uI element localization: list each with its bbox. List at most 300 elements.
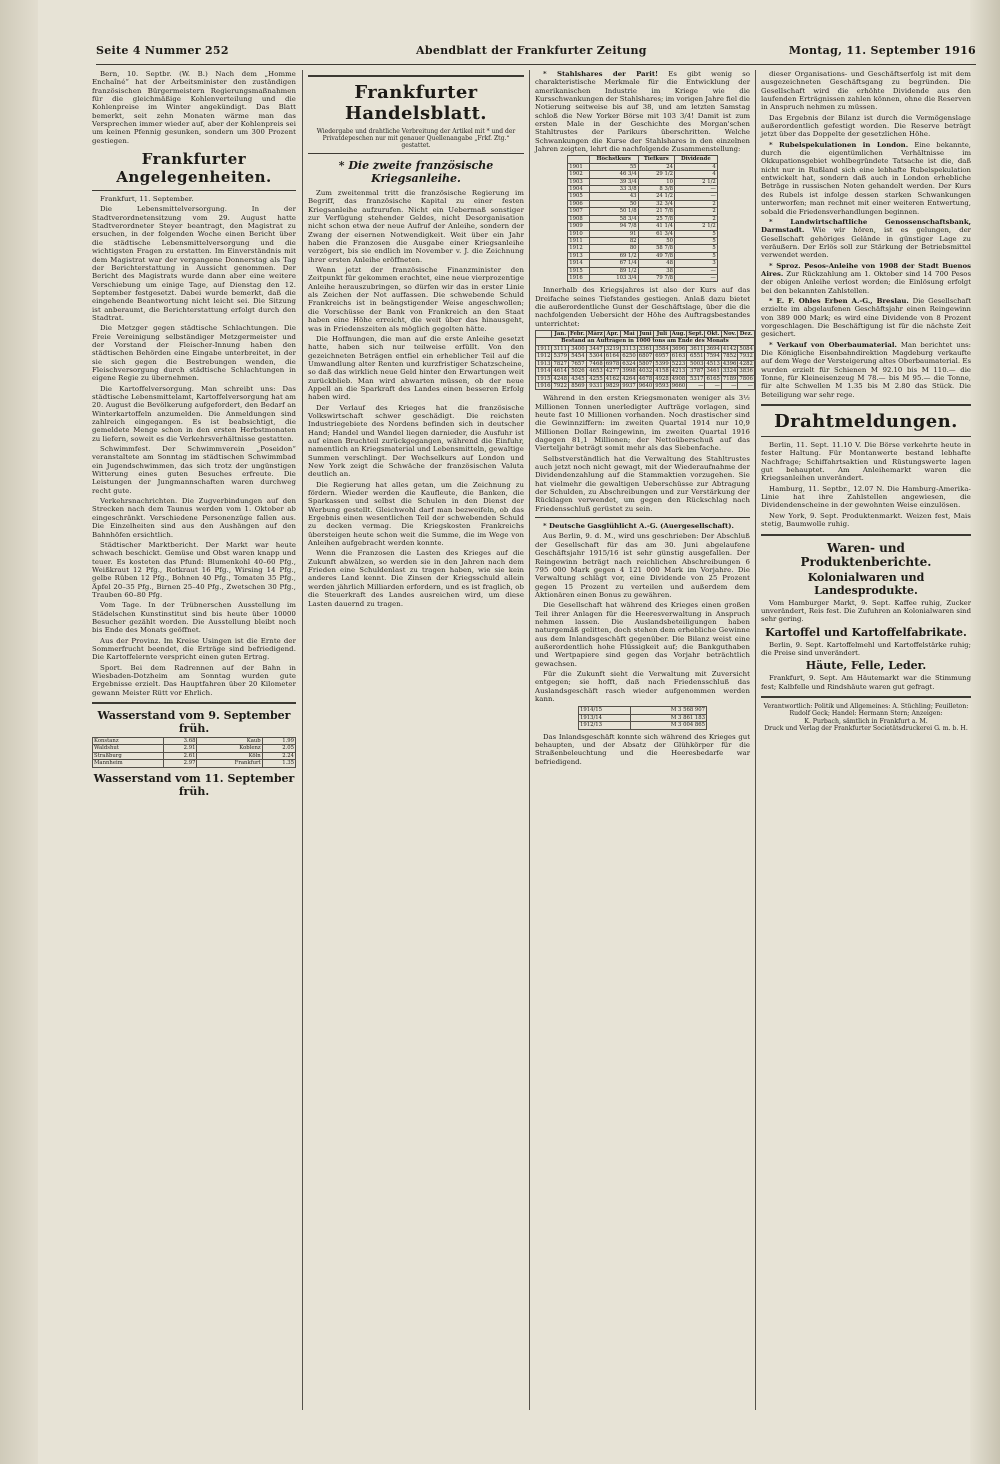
table-cell: 55 [589,163,638,170]
table-cell: 1914 [568,260,590,267]
steel-intro: Es gibt wenig so charakteristische Merkmale für die Entwicklung der amerikanischen Industrie im Kriege wie die Kursschwankungen der Stahlshares; im vorigen Jahre fiel die Notierung seitweise bis auf 38, und am letzten Samstag schloß die New Yorker Börse mit 103 3/4! Damit ist zum ersten Male in der Geschichte des Morgan'schen Stahltrustes der Parikurs überschritten. Welche Schwankungen die Kurse der Stahlshares in den einzelnen Jahren zeigten, lehrt die nachfolgende Zusammenstellung: [535,70,750,154]
telegram-paragraph: New York, 9. Sept. Produktenmarkt. Weizen fest, Mais stetig, Baumwolle ruhig. [761,511,971,529]
table-cell: — [721,382,737,389]
table-cell: 6324 [622,360,636,367]
table-cell: 3111 [553,345,567,352]
telegram-paragraphs [761,441,971,528]
table-cell: 4653 [586,368,604,375]
table-cell: 5003 [687,360,705,367]
column-finance [535,70,753,768]
table-cell: 6165 [706,375,720,382]
table-cell: 1912/13 [579,722,631,729]
steel-price-row [568,267,718,274]
table-cell: 3836 [739,368,753,375]
table-cell: 38 [638,267,674,274]
divider [92,702,296,704]
divider [535,517,750,518]
table-cell: 1913 [568,252,590,259]
page-number: Seite 4 Nummer 252 [96,44,229,57]
article-paragraph: Wenn jetzt der französische Finanzminister den Zeitpunkt für gekommen erachtet, eine neue vierprozentige Anleihe herauszubringen, so dürfen wir das in erster Linie als Zeichen der Not auffassen. Die schwebende Schuld Frankreichs ist in beängstigender Weise angeschwollen; die Vorschüsse der Bank von Frankreich an den Staat haben eine Höhe erreicht, die weit über das hinausgeht, was in Friedenszeiten als möglich gegolten hätte. [308,266,524,333]
table-cell: 1915 [568,267,590,274]
table-cell: 5317 [687,375,705,382]
imprint-line: Druck und Verlag der Frankfurter Societätsdruckerei G. m. b. H. [764,725,968,733]
table-cell: 3694 [706,345,720,352]
table-cell: 1908 [568,215,590,222]
table-cell: 6957 [655,353,669,360]
table-cell: Köln [197,752,262,759]
table-cell: 80 [589,245,638,252]
table-cell: 3611 [687,345,705,352]
table-cell: — [705,382,721,389]
table-cell: 29 1/2 [638,171,674,178]
news-paragraph: Verkehrsnachrichten. Die Zugverbindungen auf den Strecken nach dem Taunus werden vom 1. Oktober ab eingeschränkt. Verschiedene Personenzüge fallen aus. Die Einzelheiten sind aus den Aushängen auf den Bahnhöfen ersichtlich. [92,497,296,539]
report-item-title: * Rubelspekulationen in London. [769,140,909,149]
table-cell: 1903 [568,178,590,185]
column-reports [761,70,971,733]
table-cell: Mannheim [93,760,164,767]
table-cell: 1916 [568,274,590,281]
table-cell: 9660 [671,382,686,389]
table-cell: 33 3/8 [589,186,638,193]
table-cell: 7827 [553,360,567,367]
table-cell: — [738,382,754,389]
table-cell: 8 3/8 [638,186,674,193]
table-cell: 9331 [586,382,604,389]
table-header-cell: Juli [654,331,670,338]
article-title: * Die zweite französische Kriegsanleihe. [338,159,494,185]
table-header-cell: März [587,331,603,338]
steel-price-row [568,215,718,222]
table-cell: 6163 [671,353,686,360]
imprint-line: K. Purbach, sämtlich in Frankfurt a. M. [804,717,928,725]
table-cell: 1.35 [262,760,295,767]
table-cell: 2.61 [164,752,197,759]
table-cell: 9829 [605,382,620,389]
table-cell: 5399 [655,360,669,367]
table-cell: 46 3/4 [589,171,638,178]
local-news-paragraphs [92,195,296,697]
finance-paragraph: Während in den ersten Kriegsmonaten weniger als 3½ Millionen Tonnen unerledigter Aufträge vorlagen, sind heute fast 10 Millionen vorhanden. Noch drastischer sind die Gewinnziffern: im zweiten Quartal 1914 nur 10,9 Millionen Dollar Reingewinn, im zweiten Quartal 1916 dagegen 81,1 Millionen; der Nettoüberschuß auf das Vierteljahr beträgt somit mehr als das Siebenfache. [535,394,750,453]
profits-row [579,707,707,714]
orders-row [536,353,755,360]
table-cell: 48 [638,260,674,267]
water-level-table [92,737,296,768]
table-cell: 1901 [568,163,590,170]
steel-price-row [568,230,718,237]
table-cell: 1911 [568,237,590,244]
table-cell: 1905 [568,193,590,200]
article-paragraph: Die Hoffnungen, die man auf die erste Anleihe gesetzt hatte, haben sich nur teilweise erfüllt. Von den gezeichneten Beträgen entfiel ein erheblicher Teil auf die Umwandlung alter Renten und kurzfristiger Schatzscheine, so daß das wirklich neue Geld hinter den Erwartungen weit zurückblieb. Man wird abwarten müssen, ob der neue Appell an die Sparkraft des Landes einen besseren Erfolg haben wird. [308,334,524,402]
table-cell: 5 [675,245,718,252]
table-header-cell [536,331,552,338]
table-cell: 2 [675,215,718,222]
divider [761,534,971,536]
table-header-cell [568,156,590,163]
right-page-edge [970,0,1000,1464]
table-cell: 2.05 [262,745,295,752]
table-cell: 103 3/4 [589,274,638,281]
table-cell: 8569 [568,382,586,389]
news-paragraph: Die Lebensmittelversorgung. In der Stadtverordnetensitzung vom 29. August hatte Stadtverordneter Steyer beantragt, den Magistrat zu ersuchen, in der folgenden Woche einen Bericht über die städtische Lebensmittelversorgung und die wichtigsten Fragen zu erstatten. Im Einverständnis mit dem Magistrat war der vergangene Donnerstag als Tag der Berichterstattung in Aussicht genommen. Der Bericht des Magistrats wurde dann aber eine weitere Verschiebung um einige Tage, auf Dienstag den 12. September festgesetzt. Dabei wurde bemerkt, daß die eingehende Beantwortung nicht leicht sei. Die Sitzung ist anberaumt, die Berichterstattung erfolgt durch den Stadtrat. [92,205,296,322]
table-cell: 7657 [568,360,586,367]
table-cell: Straßburg [93,752,164,759]
news-paragraph: Die Metzger gegen städtische Schlachtungen. Die Freie Vereinigung selbständiger Metzgermeister und der Vorstand der Fleischer-Innung haben den städtischen Behörden eine Eingabe unterbreitet, in der sie sich gegen die Bestrebungen wenden, die Fleischversorgung durch städtische Schlachtungen in eigene Regie zu übernehmen. [92,324,296,383]
table-cell: 49 7/8 [638,252,674,259]
steel-price-row [568,186,718,193]
steel-price-row [568,193,718,200]
table-cell: 58 7/8 [638,245,674,252]
table-cell: 6164 [605,353,620,360]
table-cell: 5084 [739,345,753,352]
report-item-text: Man berichtet uns: Die Königliche Eisenbahndirektion Magdeburg verkaufte auf dem Wege der Versteigerung altes Oberbaumaterial. Es wurden erzielt für Schienen M 92.10 bis M 110.— die Tonne, für Kleineisenzeug M 78.— bis M 95.— die Tonne, für alte Schwellen M 1.35 bis M 2.80 das Stück. Die Beteiligung war sehr rege. [761,340,971,399]
table-header-cell: Juni [637,331,653,338]
table-cell: 1907 [568,208,590,215]
table-cell: 32 3/4 [638,200,674,207]
table-cell: 50 1/8 [589,208,638,215]
table-cell: M 3 861 183 [630,714,706,721]
table-cell: 5379 [553,353,567,360]
table-cell: 4277 [605,368,620,375]
divider [761,436,971,437]
report-item [761,262,971,295]
table-cell: 43 [589,193,638,200]
report-paragraphs [761,70,971,139]
report-item-text: Die Gesellschaft erzielte im abgelaufenen Geschäftsjahr einen Reingewinn von 389 000 Mark; es wird eine Dividende von 8 Prozent vorgeschlagen. Die Beschäftigung ist für die nächste Zeit gesichert. [761,296,971,339]
water-level-row [93,745,296,752]
table-cell: 9937 [622,382,636,389]
table-cell: 5026 [568,368,586,375]
table-cell: 7468 [586,360,604,367]
table-cell: 7922 [553,382,567,389]
steel-price-row [568,237,718,244]
article-paragraphs [308,189,524,608]
steel-price-row [568,260,718,267]
issue-date: Montag, 11. September 1916 [788,44,976,57]
market-reports [761,571,971,691]
market-report-text: Vom Hamburger Markt, 9. Sept. Kaffee ruhig, Zucker unverändert, Reis fest. Die Zufuhren an Kolonialwaren sind sehr gering. [761,598,971,624]
table-cell: 5304 [586,353,604,360]
table-cell: 3584 [655,345,669,352]
table-cell: 7806 [739,375,753,382]
table-cell: 3361 [638,345,653,352]
table-cell: 4 [675,163,718,170]
masthead-small: Abendblatt der Frankfurter Zeitung [416,44,647,57]
table-header-cell: Dez. [739,331,753,338]
table-cell: 1910 [568,230,590,237]
news-paragraph: Die Kartoffelversorgung. Man schreibt uns: Das städtische Lebensmittelamt, Kartoffelversorgung hat am 20. August die Bevölkerung aufgefordert, den Bedarf an Winterkartoffeln anzumelden. Die Anmeldungen sind zahlreich eingegangen. Es ist beabsichtigt, die gemeldete Menge schon in den ersten Herbstmonaten zu liefern, soweit es die Verkehrsverhältnisse gestatten. [92,384,296,443]
table-cell: 4678 [638,375,653,382]
table-cell: 3998 [622,368,636,375]
table-cell: 58 3/4 [589,215,638,222]
table-cell: — [675,267,718,274]
steel-price-row [568,171,718,178]
table-cell: 6978 [605,360,620,367]
table-cell: 2 [675,200,718,207]
company-paragraph: Die Gesellschaft hat während des Krieges einen großen Teil ihrer Anlagen für die Heeresverwaltung in Anspruch nehmen lassen. Die Auslandsbeteiligungen haben naturgemäß gelitten, doch stehen dem erhebliche Gewinne aus dem Inlandsgeschäft gegenüber. Die Bilanz weist eine außerordentlich hohe Flüssigkeit auf; die Bankguthaben und Wertpapiere sind gegen das Vorjahr beträchtlich gewachsen. [535,601,750,668]
table-header-cell: Jan. [552,331,568,338]
divider [761,696,971,698]
table-cell: 24 1/2 [638,193,674,200]
table-cell: 9640 [638,382,653,389]
steel-price-row [568,274,718,281]
article-paragraph: Zum zweitenmal tritt die französische Regierung im Begriff, das französische Kapital zu einer festen Kriegsanleihe aufzurufen. Nicht ein Uebermaß sonstiger zur Verfügung stehender Geldes, nicht Desorganisation nicht schon etwa der neue Aufruf der Anleihe, sondern der Zwang der eisernen Notwendigkeit. Weit über ein Jahr haben die Franzosen die Ausgabe einer Kriegsanleihe verzögert, bis sie endlich im November v. J. die Zeichnung ihrer ersten Anleihe eröffneten. [308,189,524,264]
table-cell: 7852 [722,353,737,360]
table-header-cell: Apr. [604,331,620,338]
table-cell: 3.68 [164,738,197,745]
table-cell: 9593 [655,382,669,389]
report-item [761,341,971,399]
company-paragraphs [535,532,750,703]
table-cell: 1913/14 [579,714,631,721]
table-cell: 4162 [605,375,620,382]
table-header-cell: Mai [621,331,637,338]
news-paragraph: Schwimmfest. Der Schwimmverein „Poseidon“ veranstaltete am Sonntag im städtischen Schwimmbad ein Jugendschwimmen, das sich trotz der ungünstigen Witterung eines guten Besuches erfreute. Die Leistungen der Jungmannschaften waren durchweg recht gute. [92,445,296,495]
table-header-cell: Okt. [706,331,720,338]
market-report-title: Kartoffel und Kartoffelfabrikate. [765,625,967,639]
table-cell: Waldshut [93,745,164,752]
market-report-title: Kolonialwaren und Landesprodukte. [807,570,925,597]
table-cell: 4345 [568,375,586,382]
table-cell: 1915 [537,375,551,382]
steel-title: * Stahlshares der Parit! [543,70,659,78]
orders-row [536,360,755,367]
table-cell: 2 [675,208,718,215]
table-cell: 3219 [605,345,620,352]
table-cell: 4032 [638,368,653,375]
table-cell: 4282 [739,360,753,367]
table-cell: 24 [638,163,674,170]
table-cell: 7189 [722,375,737,382]
section-title: Frankfurter Angelegenheiten. [116,150,272,187]
table-cell: 3113 [622,345,636,352]
article-paragraph: Wenn die Franzosen die Lasten des Krieges auf die Zukunft abwälzen, so werden sie in den Jahren nach dem Frieden eine Schuldenlast zu tragen haben, wie sie kein anderes Land kennt. Die Zinsen der Kriegsschuld allein werden jährlich Milliarden erfordern, und es ist fraglich, ob die Steuerkraft des Landes ausreichen wird, um diese Lasten dauernd zu tragen. [308,549,524,608]
table-header-cell: Dividende [675,156,718,163]
water-level-row [93,752,296,759]
table-cell: 91 [589,230,638,237]
table-cell: 1914 [537,368,551,375]
divider [761,404,971,406]
report-items [761,141,971,399]
table-cell: 3447 [586,345,604,352]
steel-price-row [568,223,718,230]
table-cell: 5454 [568,353,586,360]
column-rule [755,70,756,1410]
steel-price-row [568,178,718,185]
water-level-row [93,760,296,767]
table-cell: 4908 [671,375,686,382]
table-cell: 3787 [687,368,705,375]
profits-table [578,706,707,729]
table-cell: 7932 [739,353,753,360]
table-cell: 3461 [706,368,720,375]
telegram-paragraph: Berlin, 11. Sept. 11.10 V. Die Börse verkehrte heute in fester Haltung. Für Montanwerte bestand lebhafte Nachfrage; Schiffahrtsaktien und Rüstungswerte lagen gut behauptet. Am Anleihemarkt waren die Kriegsanleihen unverändert. [761,441,971,483]
company-title: * Deutsche Gasglühlicht A.-G. (Auergesellschaft). [543,522,734,531]
table-cell: 4142 [722,345,737,352]
table-cell: 1.99 [262,738,295,745]
table-cell: 79 7/8 [638,274,674,281]
table-cell: 2.97 [164,760,197,767]
table-cell: 4614 [553,368,567,375]
report-item [761,218,971,260]
divider [92,190,296,191]
steel-price-row [568,163,718,170]
orders-row [536,345,755,352]
table-cell: 4248 [553,375,567,382]
table-cell: 4396 [722,360,737,367]
profits-row [579,722,707,729]
divider [308,75,524,77]
table-cell: 39 3/4 [589,178,638,185]
steel-mid: Innerhalb des Kriegsjahres ist also der Kurs auf das Dreifache seines Tiefstandes gestiegen. Anlaß dazu bietet die außerordentliche Gunst der Geschäftslage, über die die nachfolgenden Uebersicht der Höhe des Auftragsbestandes unterrichtet: [535,286,750,328]
column-local-news [92,70,296,800]
divider [308,153,524,154]
table-header-cell: Aug. [671,331,686,338]
left-binding-margin [0,0,38,1464]
column-commerce [308,70,524,610]
table-cell: 4255 [586,375,604,382]
table-cell: 21 7/8 [638,208,674,215]
company-closing: Das Inlandsgeschäft konnte sich während des Krieges gut behaupten, und der Absatz der Glühkörper für die Straßenbeleuchtung und die Heeresbedarfe war befriedigend. [535,732,750,766]
article-paragraph: Die Regierung hat alles getan, um die Zeichnung zu fördern. Wieder werden die Kaufleute, die Banken, die Sparkassen und selbst die Schulen in den Dienst der Werbung gestellt. Gleichwohl darf man bezweifeln, ob das Ergebnis einen wesentlichen Teil der schwebenden Schuld zu decken vermag. Die Kriegskosten Frankreichs übersteigen heute schon weit die Summe, die im Wege von Anleihen aufgebracht werden konnte. [308,480,524,548]
table-cell: — [687,382,705,389]
steel-price-row [568,208,718,215]
table-cell: 3400 [568,345,586,352]
orders-table [535,330,755,390]
table-cell: 5 [675,252,718,259]
news-paragraph: Sport. Bei dem Radrennen auf der Bahn in Wiesbaden-Dotzheim am Sonntag wurden gute Ergebnisse erzielt. Das Hauptfahren über 20 Kilometer gewann Meister Rütt vor Ehrlich. [92,663,296,697]
table-cell: — [675,193,718,200]
report-item [761,141,971,216]
table-cell: 94 7/8 [589,223,638,230]
table-cell: 4928 [655,375,669,382]
table-cell: 6551 [687,353,705,360]
table-cell: 1912 [568,245,590,252]
table-cell: Koblenz [197,745,262,752]
table-cell: 1914/15 [579,707,631,714]
table-cell: 67 1/4 [589,260,638,267]
table-cell: Konstanz [93,738,164,745]
steel-price-row [568,252,718,259]
column-rule [529,70,530,1410]
table-cell: 1911 [537,345,551,352]
table-cell: 2 1/2 [675,178,718,185]
table-header-cell: Sept. [688,331,704,338]
steel-price-row [568,245,718,252]
finance-paragraph: Selbstverständlich hat die Verwaltung des Stahltrustes auch jetzt noch nicht gewagt, mit der Wiederaufnahme der Dividendenzahlung auf die Stammaktien vorzugehen. Sie hat vielmehr die gewaltigen Ueberschüsse zur Abtragung der Schulden, zu Abschreibungen und zur Verstärkung der Rücklagen verwendet, um gegen den Rückschlag nach Friedensschluß gerüstet zu sein. [535,454,750,513]
water-level-title-2: Wasserstand vom 11. September früh. [93,771,295,798]
news-paragraph: Frankfurt, 11. September. [100,195,194,204]
table-cell: Frankfurt [197,760,262,767]
table-cell: — [675,274,718,281]
table-cell: 41 1/4 [638,223,674,230]
company-paragraph: Aus Berlin, 9. d. M., wird uns geschrieben: Der Abschluß der Gesellschaft für das am 30. Juni abgelaufene Geschäftsjahr 1915/16 ist sehr günstig ausgefallen. Der Reingewinn beträgt nach reichlichen Abschreibungen 6 795 000 Mark gegen 4 121 000 Mark im Vorjahre. Die Verwaltung schlägt vor, eine Dividende von 25 Prozent gegen 15 Prozent zu verteilen und außerdem dem Aktionären einen Bonus zu gewähren. [535,532,750,599]
market-report-text: Berlin, 9. Sept. Kartoffelmehl und Kartoffelstärke ruhig; die Preise sind unverändert. [761,640,971,657]
table-cell: 4 [675,171,718,178]
orders-row [536,375,755,382]
steel-price-table [567,155,718,282]
column-rule [302,70,303,1410]
table-header-cell: Tiefkurs [638,156,674,163]
table-cell: 3 [675,260,718,267]
orders-caption: Bestand an Aufträgen in 1000 tons am Ende des Monats [536,338,755,345]
news-paragraph: Aus der Provinz. Im Kreise Usingen ist die Ernte der Sommerfrucht beendet, die Erträge sind befriedigend. Die Kartoffelernte verspricht einen guten Ertrag. [92,636,296,662]
market-report-title: Häute, Felle, Leder. [805,659,927,673]
finance-paragraphs [535,394,750,513]
table-cell: 69 1/2 [589,252,638,259]
commerce-title: Frankfurter Handelsblatt. [345,82,487,124]
orders-row [536,368,755,375]
table-cell: M 3 568 907 [630,707,706,714]
table-cell: 4513 [706,360,720,367]
table-cell: Kaub [197,738,262,745]
table-cell: 4213 [671,368,686,375]
news-paragraph: Vom Tage. In der Trübnerschen Ausstellung im Städelschen Kunstinstitut sind bis heute über 10000 Besucher gezählt worden. Die Ausstellung bleibt noch bis Ende des Monats geöffnet. [92,601,296,635]
table-cell: — [675,186,718,193]
table-cell: 1904 [568,186,590,193]
table-cell: 2 1/2 [675,223,718,230]
table-cell: 1913 [537,360,551,367]
report-item-text: Wie wir hören, ist es gelungen, der Gesellschaft gehöriges Gelände in günstiger Lage zu veräußern. Der Erlös soll zur Stärkung der Betriebsmittel verwendet werden. [761,226,971,260]
table-cell: 6807 [638,353,653,360]
page-header [96,41,976,65]
table-cell: 5 [675,237,718,244]
table-header-cell: Höchstkurs [589,156,638,163]
company-paragraph: Für die Zukunft sieht die Verwaltung mit Zuversicht entgegen; sie hofft, daß nach Friedensschluß das Auslandsgeschäft rasch wieder aufgenommen werden kann. [535,669,750,703]
telegrams-title: Drahtmeldungen. [774,411,958,433]
report-paragraph: Das Ergebnis der Bilanz ist durch die Vermögenslage außerordentlich gefestigt worden. Die Reserve beträgt jetzt über das Doppelte der gesetzlichen Höhe. [761,113,971,139]
table-cell: M 3 004 865 [630,722,706,729]
report-paragraph: dieser Organisations- und Geschäftserfolg ist mit dem ausgezeichneten Geschäftsgang zu begründen. Die Gesellschaft wird die erhöhte Dividende aus den laufenden Erträgnissen zahlen können, ohne die Reserven in Anspruch nehmen zu müssen. [761,70,971,112]
intro-paragraph: Bern, 10. Septbr. (W. B.) Nach dem „Homme Enchaîné“ hat der Arbeitsminister den zuständigen französischen Bürgermeistern Regierungsmaßnahmen für die gleichmäßige Kohlenverteilung und die Kohlenpreise im Winter angekündigt. Das Blatt bemerkt, seit zehn Monaten wärme man das Versprechen immer wieder auf, aber der Kohlenpreis sei um keinen Pfennig gesunken, sondern um 300 Prozent gestiegen. [92,70,296,145]
table-cell: 61 3/4 [638,230,674,237]
table-cell: 3696 [671,345,686,352]
report-item-title: * Landwirtschaftliche Genossenschaftsbank, Darmstadt. [761,217,971,235]
table-cell: 3324 [722,368,737,375]
table-header-cell: Febr. [569,331,585,338]
table-cell: 4158 [655,368,669,375]
table-cell: 25 7/8 [638,215,674,222]
table-cell: 1912 [537,353,551,360]
imprint-line: Verantwortlich: Politik und Allgemeines: A. Stüchling; Feuilleton: Rudolf Geck; Handel: Hermann Stern; Anzeigen: [763,702,969,718]
reprint-notice: Wiedergabe und drahtliche Verbreitung der Artikel mit * und der Privatdepeschen nur mit genauer Quellenangabe „Frkf. Ztg.“ gestattet. [316,128,516,149]
table-cell: 50 [589,200,638,207]
market-report-text: Frankfurt, 9. Sept. Am Häutemarkt war die Stimmung fest; Kalbfelle und Rindshäute waren gut gefragt. [761,674,971,691]
water-level-row [93,738,296,745]
market-reports-title: Waren- und Produktenberichte. [800,540,932,569]
article-paragraph: Der Verlauf des Krieges hat die französische Volkswirtschaft schwer geschädigt. Die reichsten Industriegebiete des Nordens befinden sich in deutscher Hand; Handel und Wandel liegen darnieder, die Ausfuhr ist auf einen Bruchteil zurückgegangen, während die Einfuhr, namentlich an Kriegsmaterial und Lebensmitteln, gewaltige Summen verschlingt. Der Wechselkurs auf London und New York zeigt die Schwäche der französischen Valuta deutlich an. [308,403,524,479]
water-level-title: Wasserstand vom 9. September früh. [97,709,291,736]
report-item-title: * E. F. Ohles Erben A.-G., Breslau. [769,296,909,305]
report-item-text: Eine bekannte, durch die eigentümlichen Verhältnisse im Okkupationsgebiet wohlbegründete Tatsache ist die, daß nicht nur in Rußland sich eine lebhafte Rubelspekulation entwickelt hat, sondern daß auch in London erhebliche Beträge in russischen Noten gehandelt werden. Der Kurs des Rubels ist infolge dessen starken Schwankungen unterworfen; man rechnet mit einer weiteren Entwertung, sobald die Friedensverhandlungen beginnen. [761,140,971,216]
table-cell: 4264 [622,375,636,382]
telegram-paragraph: Hamburg, 11. Septbr., 12.07 N. Die Hamburg-Amerika-Linie hat ihre Zahlstellen angewiesen, die Dividendenscheine in der gewohnten Weise einzulösen. [761,484,971,510]
table-cell: 2.91 [164,745,197,752]
table-cell: 6250 [622,353,636,360]
table-cell: 82 [589,237,638,244]
report-item-title: * Sproz. Pesos-Anleihe von 1908 der Stadt Buenos Aires. [761,261,971,278]
report-item [761,297,971,339]
table-cell: 1906 [568,200,590,207]
table-cell: 10 [638,178,674,185]
table-cell: 5807 [638,360,653,367]
report-item-text: Zur Rückzahlung am 1. Oktober sind 14 700 Pesos der obigen Anleihe verlost worden; die Einlösung erfolgt bei den bekannten Zahlstellen. [761,269,971,295]
table-cell: 7594 [706,353,720,360]
table-cell: 1916 [537,382,551,389]
table-cell: 89 1/2 [589,267,638,274]
table-header-cell: Nov. [723,331,737,338]
orders-row [536,382,755,389]
table-cell: 1902 [568,171,590,178]
